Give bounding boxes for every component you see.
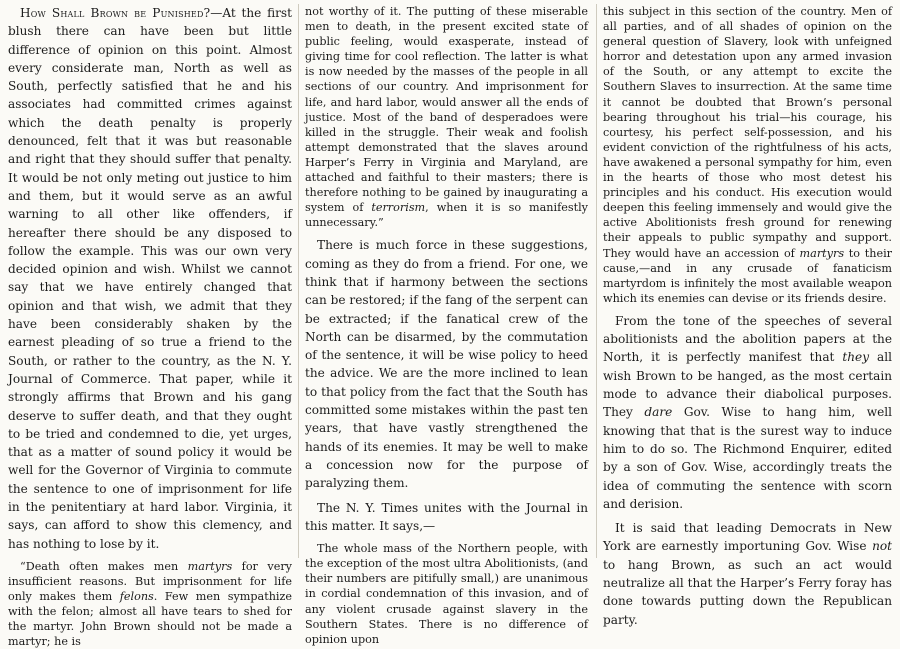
quote-text: this subject in this section of the country. Men of all parties, and of all shades of opinion on the general question of Slavery, look with unfeigned horror and detestation upon any armed invasion of the South, or any attempt to excite the Southern Slaves to insurrection. At the same time it cannot be doubted that Brown’s personal bearing throughout his trial—his courage, his courtesy, his perfect self-possession, and his evident conviction of the rightfulness of his acts, have awakened a personal sympathy for him, even in the hearts of those who most detest his principles and his conduct. His execution would deepen this feeling immensely and would give the active Abolitionists fresh ground for renewing their appeals to public sympathy and support. They would have an accession of xyxy=(603,5,892,260)
quote-text: not worthy of it. The putting of these miserable men to death, in the present excited state of public feeling, would exasperate, instead of giving time for cool reflection. The latter is what is now needed by the masses of the people in all sections of our country. And imprisonment for life, and hard labor, would answer all the ends of justice. Most of the band of desperadoes were killed in the struggle. Their weak and foolish attempt demonstrated that the slaves around Harper’s Ferry in Virginia and Maryland, are attached and faithful to their masters; there is therefore nothing to be gained by inaugurating a system of xyxy=(305,5,588,215)
italic-word: martyrs xyxy=(799,246,845,260)
article-paragraph xyxy=(8,4,292,553)
quoted-passage: The whole mass of the Northern people, with the exception of the most ultra Abolitionists, (and their numbers are pitifully small,) are unanimous in cordial condemnation of this invasion, and of any violent crusade against slavery in the Southern States. There is no difference of opinion upon xyxy=(305,542,588,646)
italic-word: not xyxy=(872,539,892,554)
column-1 xyxy=(6,4,298,649)
italic-word: martyrs xyxy=(187,559,233,573)
quote-text: “Death often makes men xyxy=(20,559,188,573)
paragraph-text: It is said that leading Democrats in New York are earnestly importuning Gov. Wise xyxy=(603,521,892,554)
paragraph-text: to hang Brown, as such an act would neutralize all that the Harper’s Ferry foray has done towards putting down the Republican party. xyxy=(603,557,892,627)
article-headline: How Shall Brown be Punished? xyxy=(20,6,211,20)
paragraph-text: Gov. Wise to hang him, well knowing that that is the surest way to induce him to do so. The Richmond Enquirer, edited by a son of Gov. Wise, accordingly treats the idea of commuting the sentence with scorn and derision. xyxy=(603,405,892,511)
italic-word: terrorism xyxy=(371,201,426,215)
quoted-passage-continued xyxy=(305,4,588,230)
paragraph-text: all wish Brown to be hanged, as the most certain mode to advance their diabolical purposes. They xyxy=(603,350,893,420)
quoted-passage xyxy=(8,559,292,649)
italic-word: they xyxy=(842,350,870,365)
paragraph-text: From the tone of the speeches of several abolitionists and the abolition papers at the North, it is perfectly manifest that xyxy=(603,313,892,365)
article-paragraph xyxy=(603,312,892,513)
quoted-passage-continued xyxy=(603,4,892,306)
quote-text: to their cause,—and in any crusade of fanaticism martyrdom is infinitely the most available weapon which its enemies can devise or its friends desire. xyxy=(603,246,893,305)
article-paragraph: The N. Y. Times unites with the Journal in this matter. It says,— xyxy=(305,500,588,533)
quote-text: , when it is so manifestly unnecessary.” xyxy=(305,201,588,230)
paragraph-text: —At the first blush there can have been but little difference of opinion on this point. Almost every considerate man, North as well as South, perfectly satisfied that he and his associates had committed crimes against which the death penalty is properly denounced, felt that it was but reasonable and right that they should suffer that penalty. It would be not only meting out justice to him and them, but it would serve as an awful warning to all other like offenders, if hereafter there should be any disposed to follow the example. This was our own very decided opinion and wish. Whilst we cannot say that we have entirely changed that opinion and that wish, we admit that they have been considerably shaken by the earnest pleading of so true a friend to the South, or rather to the country, as the N. Y. Journal of Commerce. That paper, while it strongly affirms that Brown and his gang deserve to suffer death, and that they ought to be tried and condemned to die, yet urges, that as a matter of sound policy it would be well for the Governor of Virginia to commute the sentence to one of imprisonment for life in the penitentiary at hard labor. Virginia, it says, can afford to show this clemency, and has nothing to lose by it. xyxy=(8,6,292,551)
column-3 xyxy=(596,4,894,627)
article-paragraph: There is much force in these suggestions, coming as they do from a friend. For one, we think that if harmony between the sections can be restored; if the fang of the serpent can be extracted; if the fanatical crew of the North can be disarmed, by the commutation of the sentence, it will be wise policy to heed the advice. We are the more inclined to lean to that policy from the fact that the South has committed some mistakes within the past ten years, that have vastly strengthened the hands of its enemies. It may be well to make a concession now for the purpose of paralyzing them. xyxy=(305,238,588,491)
quote-text: for very insufficient reasons. But imprisonment for life only makes them xyxy=(8,559,292,604)
column-2 xyxy=(298,4,596,646)
quote-text: . Few men sympathize with the felon; almost all have tears to shed for the martyr. John Brown should not be made a martyr; he is xyxy=(8,590,292,649)
italic-word: felons xyxy=(119,590,154,604)
article-paragraph xyxy=(603,519,892,629)
italic-word: dare xyxy=(644,405,673,420)
